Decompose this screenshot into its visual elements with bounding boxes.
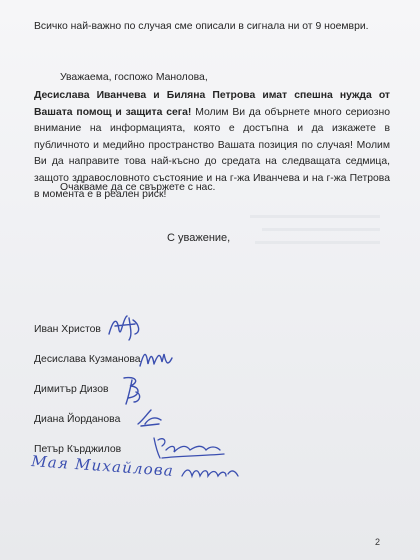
- signatory-name: Петър Кърджилов: [34, 444, 122, 455]
- handwritten-signature: [118, 372, 148, 406]
- signatory-name: Диана Йорданова: [34, 414, 121, 425]
- handwritten-signature: [105, 312, 145, 342]
- signatory-name: Димитър Дизов: [34, 384, 109, 395]
- page-number: 2: [375, 537, 381, 547]
- signatory-name: Десислава Кузманова: [34, 354, 141, 365]
- handwritten-signature: [135, 406, 165, 428]
- handwritten-signature: [150, 432, 230, 464]
- urgent-statement: Десислава Иванчева и Биляна Петрова имат спешна нужда от Вашата помощ и защита сега!: [34, 90, 390, 118]
- closing-phrase: С уважение,: [167, 232, 231, 244]
- closing-hope: Очакваме да се свържете с нас.: [60, 182, 216, 193]
- handwritten-signature: [180, 462, 240, 484]
- salutation: Уважаема, госпожо Манолова,: [60, 72, 208, 83]
- intro-paragraph: Всичко най-важно по случая сме описали в сигнала ни от 9 ноември.: [34, 21, 369, 32]
- bleed-through-line: [250, 215, 380, 218]
- request-text: Молим Ви да обърнете много сериозно внимание на информацията, която е достъпна и да изкажете в публичното и медийно пространство Вашата позиция по случая! Молим Ви да направите това най-късно до средата на следващата седмица, защото здравословното състояние и на г-жа Иванчева и на г-жа Петрова в момента е в реален риск!: [34, 106, 390, 200]
- signatory-name: Иван Христов: [34, 324, 101, 335]
- handwritten-name-text: Мая Михайлова: [30, 452, 175, 480]
- handwritten-signature: [138, 346, 178, 372]
